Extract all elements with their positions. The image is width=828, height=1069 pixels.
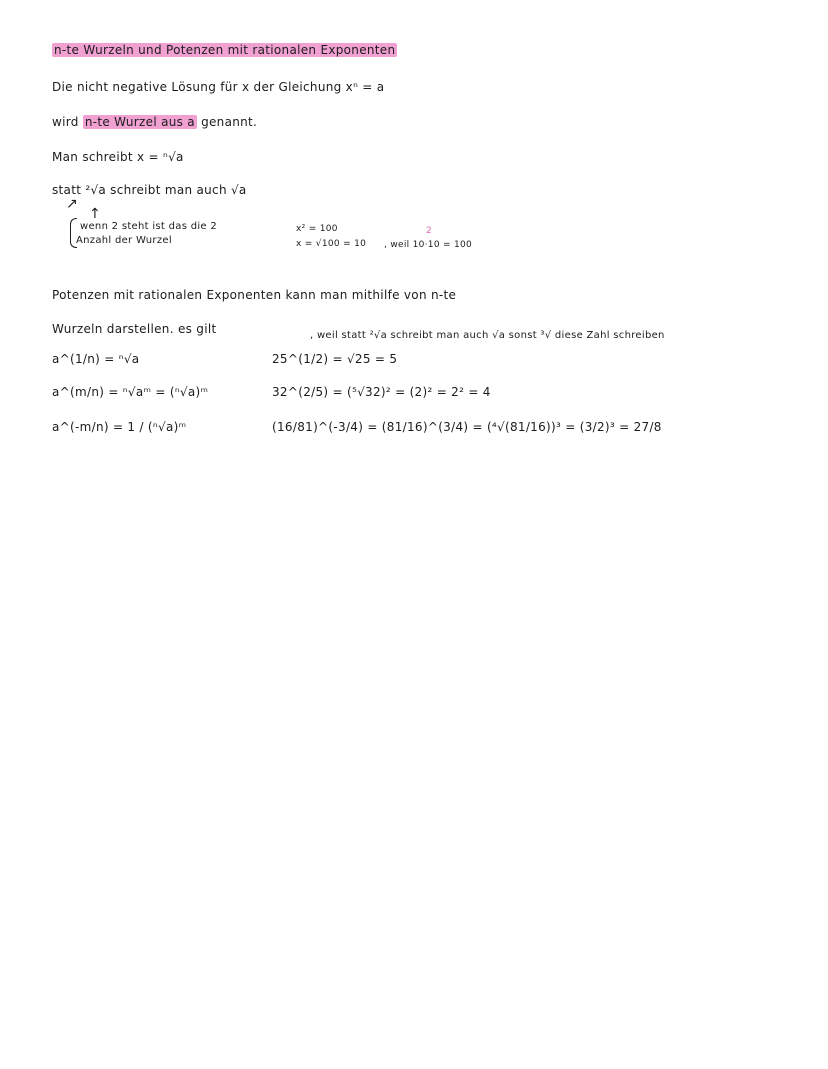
corner-arrow-icon: ↗ (66, 196, 79, 212)
note-line-2: Anzahl der Wurzel (76, 235, 172, 246)
example-line-2: x = √100 = 10 (296, 239, 367, 249)
example-line-1: x² = 100 (296, 224, 338, 234)
up-arrow-icon: ↑ (89, 206, 102, 222)
powers-intro-line-2: Wurzeln darstellen. es gilt (52, 322, 217, 336)
example-note: , weil 10·10 = 100 (384, 240, 473, 250)
definition-line-2 (52, 115, 257, 129)
definition-line-1: Die nicht negative Lösung für x der Gleichung xⁿ = a (52, 80, 385, 94)
example-2: 32^(2/5) = (⁵√32)² = (2)² = 2² = 4 (272, 385, 491, 399)
aside-note: , weil statt ²√a schreibt man auch √a sonst ³√ diese Zahl schreiben (310, 330, 665, 341)
example-3: (16/81)^(-3/4) = (81/16)^(3/4) = (⁴√(81/16))³ = (3/2)³ = 27/8 (272, 420, 662, 434)
example-mark: 2 (426, 226, 433, 236)
example-1: 25^(1/2) = √25 = 5 (272, 352, 398, 366)
rule-3: a^(-m/n) = 1 / (ⁿ√a)ᵐ (52, 420, 187, 434)
definition-suffix: genannt. (201, 115, 258, 129)
definition-prefix: wird (52, 115, 79, 129)
statt-line: statt ²√a schreibt man auch √a (52, 183, 247, 197)
powers-intro-line-1: Potenzen mit rationalen Exponenten kann man mithilfe von n-te (52, 288, 457, 302)
man-schreibt-line: Man schreibt x = ⁿ√a (52, 150, 184, 164)
rule-2: a^(m/n) = ⁿ√aᵐ = (ⁿ√a)ᵐ (52, 385, 209, 399)
note-line-1: wenn 2 steht ist das die 2 (80, 221, 218, 232)
definition-highlight: n-te Wurzel aus a (84, 115, 195, 129)
page-title: n-te Wurzeln und Potenzen mit rationalen Exponenten (54, 43, 396, 57)
rule-1: a^(1/n) = ⁿ√a (52, 352, 140, 366)
